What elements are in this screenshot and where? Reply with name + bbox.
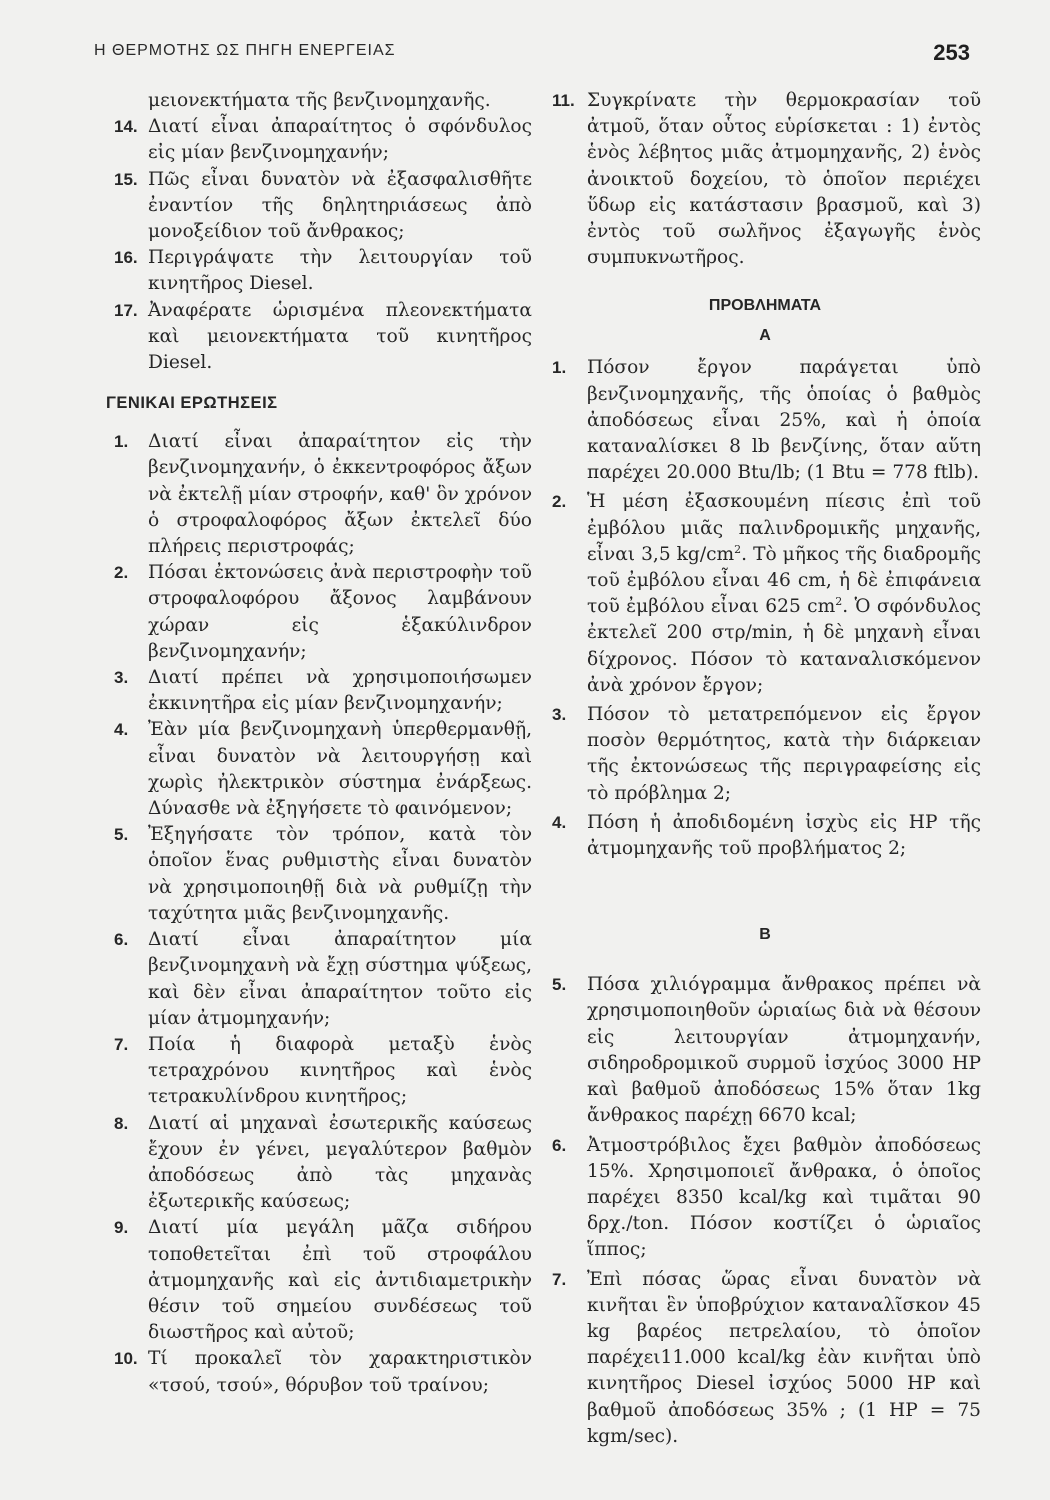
problem-item — [549, 702, 981, 807]
problems-heading: ΠΡΟΒΛΗΜΑΤΑ — [708, 297, 822, 315]
question-number: 3. — [114, 668, 129, 688]
problem-text: Πόση ἡ ἀποδιδομένη ἰσχὺς εἰς HP τῆς ἀτμομηχανῆς τοῦ προβλήματος 2; — [587, 811, 981, 860]
problem-item — [549, 355, 981, 486]
question-number: 7. — [114, 1034, 129, 1054]
question-item — [96, 298, 532, 377]
question-text: Ἐὰν μία βενζινομηχανὴ ὑπερθερμανθῇ, εἶναι δυνατὸν νὰ λειτουργήσῃ καὶ χωρὶς ἠλεκτρικὸν σύστημα ἐνάρξεως. Δύνασθε νὰ ἐξηγήσετε τὸ φαινόμενον; — [148, 719, 532, 820]
problem-number: 5. — [552, 975, 567, 995]
superscript: 2 — [835, 595, 843, 609]
problem-item — [549, 810, 981, 862]
problem-number: 4. — [552, 812, 567, 832]
problem-item — [549, 1133, 981, 1264]
question-item — [96, 1111, 532, 1216]
question-text: Πόσαι ἐκτονώσεις ἀνὰ περιστροφὴν τοῦ στροφαλοφόρου ἄξονος λαμβάνουν χώραν εἰς ἑξακύλινδρον βενζινομηχανήν; — [148, 562, 532, 662]
question-item — [96, 429, 532, 560]
question-number: 16. — [114, 248, 138, 268]
subsection-a-heading: Α — [759, 327, 771, 345]
question-text: Ἀναφέρατε ὡρισμένα πλεονεκτήματα καὶ μειονεκτήματα τοῦ κινητῆρος Diesel. — [148, 299, 532, 374]
question-text: Διατί αἱ μηχαναὶ ἐσωτερικῆς καύσεως ἔχουν ἐν γένει, μεγαλύτερον βαθμὸν ἀποδόσεως ἀπὸ τὰς μηχανὰς ἐξωτερικῆς καύσεως; — [148, 1112, 532, 1213]
question-item — [96, 245, 532, 297]
question-text: Διατί εἶναι ἀπαραίτητον εἰς τὴν βενζινομηχανήν, ὁ ἐκκεντροφόρος ἄξων νὰ ἐκτελῇ μίαν στροφήν, καθ' ὃν χρόνον ὁ στροφαλοφόρος ἄξων ἐκτελεῖ δύο πλήρεις περιστροφάς; — [148, 431, 532, 558]
subsection-b-heading: Β — [759, 926, 771, 944]
question-text: Διατί πρέπει νὰ χρησιμοποιήσωμεν ἐκκινητῆρα εἰς μίαν βενζινομηχανήν; — [148, 667, 532, 715]
question-item — [96, 560, 532, 665]
question-item — [96, 1032, 532, 1111]
problem-number: 6. — [552, 1135, 567, 1155]
problem-item — [549, 1267, 981, 1450]
question-text: Πῶς εἶναι δυνατὸν νὰ ἐξασφαλισθῆτε ἐναντίον τῆς δηλητηριάσεως ἀπὸ μονοξείδιον τοῦ ἄνθρακος; — [148, 168, 532, 243]
left-column — [96, 88, 532, 1399]
problem-text-part: . Ὁ σφόνδυλος ἐκτελεῖ 200 στρ/min, ἡ δὲ μηχανὴ εἶναι δίχρονος. Πόσον τὸ καταναλισκόμενον ἀνὰ χρόνον ἔργον; — [587, 596, 981, 696]
question-number: 6. — [114, 930, 129, 950]
question-item — [96, 822, 532, 927]
problem-text: Πόσον τὸ μετατρεπόμενον εἰς ἔργον ποσὸν θερμότητος, κατὰ τὴν διάρκειαν τῆς ἐκτονώσεως τῆς περιγραφείσης εἰς τὸ πρόβλημα 2; — [587, 704, 981, 804]
question-item — [96, 1215, 532, 1346]
continuation-text — [96, 88, 532, 114]
question-number: 17. — [114, 300, 138, 320]
question-text: Συγκρίνατε τὴν θερμοκρασίαν τοῦ ἀτμοῦ, ὅταν οὗτος εὑρίσκεται : 1) ἐντὸς ἑνὸς λέβητος μιᾶς ἀτμομηχανῆς, 2) ἑνὸς ἀνοικτοῦ δοχείου, τὸ ὁποῖον περιέχει ὕδωρ εἰς κατάστασιν βρασμοῦ, καὶ 3) ἐντὸς τοῦ σωλῆνος ἐξαγωγῆς ἑνὸς συμπυκνωτῆρος. — [587, 90, 981, 269]
question-number: 11. — [552, 91, 575, 110]
running-head: Η ΘΕΡΜΟΤΗΣ ΩΣ ΠΗΓΗ ΕΝΕΡΓΕΙΑΣ — [94, 42, 396, 59]
question-number: 1. — [114, 432, 129, 452]
question-item — [96, 114, 532, 166]
question-number: 2. — [114, 563, 129, 583]
question-text: Διατί μία μεγάλη μᾶζα σιδήρου τοποθετεῖται ἐπὶ τοῦ στροφάλου ἀτμομηχανῆς καὶ εἰς ἀντιδιαμετρικὴν θέσιν τοῦ σημείου συνδέσεως τοῦ διωστῆρος καὶ αὐτοῦ; — [148, 1217, 532, 1344]
question-item — [96, 927, 532, 1032]
question-text: Ποία ἡ διαφορὰ μεταξὺ ἑνὸς τετραχρόνου κινητῆρος καὶ ἑνὸς τετρακυλίνδρου κινητῆρος; — [148, 1033, 532, 1108]
problem-item — [549, 972, 981, 1129]
problem-text-part: Ἡ μέση ἐξασκουμένη πίεσις ἐπὶ τοῦ ἐμβόλου μιᾶς παλινδρομικῆς μηχανῆς, εἶναι 3,5 kg/cm — [587, 491, 981, 565]
page-number: 253 — [933, 40, 970, 65]
question-text: Διατί εἶναι ἀπαραίτητον μία βενζινομηχανὴ νὰ ἔχῃ σύστημα ψύξεως, καὶ δὲν εἶναι ἀπαραίτητον τοῦτο εἰς μίαν ἀτμομηχανήν; — [148, 929, 532, 1029]
question-item — [96, 167, 532, 246]
question-item — [96, 665, 532, 717]
question-item — [549, 88, 981, 271]
problem-number: 2. — [552, 492, 567, 512]
general-questions-heading: ΓΕΝΙΚΑΙ ΕΡΩΤΗΣΕΙΣ — [106, 394, 278, 413]
question-text: Τί προκαλεῖ τὸν χαρακτηριστικὸν «τσού, τσού», θόρυβον τοῦ τραίνου; — [148, 1348, 532, 1396]
continuation-label: μειονεκτήματα τῆς βενζινομηχανῆς. — [148, 90, 491, 111]
problem-text: Πόσον ἔργον παράγεται ὑπὸ βενζινομηχανῆς, τῆς ὁποίας ὁ βαθμὸς ἀποδόσεως εἶναι 25%, καὶ ἡ ὁποία καταναλίσκει 8 lb βενζίνης, ὅταν αὕτη παρέχει 20.000 Btu/lb; (1 Btu = 778 ftlb). — [587, 357, 981, 484]
question-number: 5. — [114, 825, 129, 845]
problem-number: 3. — [552, 705, 567, 725]
problem-text-part: . Τὸ μῆκος τῆς διαδρομῆς τοῦ ἐμβόλου εἶναι 46 cm, ἡ δὲ ἐπιφάνεια τοῦ ἐμβόλου εἶναι 625 cm — [587, 543, 981, 618]
problem-text: Ἀτμοστρόβιλος ἔχει βαθμὸν ἀποδόσεως 15%. Χρησιμοποιεῖ ἄνθρακα, ὁ ὁποῖος παρέχει 8350 kcal/kg καὶ τιμᾶται 90 δρχ./ton. Πόσον κοστίζει ὁ ὡριαῖος ἵππος; — [587, 1134, 981, 1261]
question-text: Διατί εἶναι ἀπαραίτητος ὁ σφόνδυλος εἰς μίαν βενζινομηχανήν; — [148, 116, 532, 164]
superscript: 2 — [734, 542, 742, 556]
question-number: 15. — [114, 169, 138, 189]
problem-number: 7. — [552, 1269, 567, 1289]
question-item — [96, 1346, 532, 1398]
right-column — [549, 88, 981, 1450]
problem-item — [549, 489, 981, 699]
question-number: 9. — [114, 1218, 129, 1238]
question-number: 14. — [114, 117, 138, 137]
question-text: Ἐξηγήσατε τὸν τρόπον, κατὰ τὸν ὁποῖον ἕνας ρυθμιστὴς εἶναι δυνατὸν νὰ χρησιμοποιηθῇ διὰ νὰ ρυθμίζῃ τὴν ταχύτητα μιᾶς βενζινομηχανῆς. — [148, 824, 532, 924]
question-number: 10. — [114, 1349, 138, 1369]
problem-text: Ἐπὶ πόσας ὥρας εἶναι δυνατὸν νὰ κινῆται ἓν ὑποβρύχιον καταναλῖσκον 45 kg βαρέος πετρελαίου, τὸ ὁποῖον παρέχει11.000 kcal/kg ἐὰν κινῆται ὑπὸ κινητῆρος Diesel ἰσχύος 5000 HP καὶ βαθμοῦ ἀποδόσεως 35% ; (1 HP = 75 kgm/sec). — [587, 1268, 981, 1447]
question-number: 4. — [114, 720, 129, 740]
problem-text: Πόσα χιλιόγραμμα ἄνθρακος πρέπει νὰ χρησιμοποιηθοῦν ὡριαίως διὰ νὰ θέσουν εἰς λειτουργίαν ἀτμομηχανήν, σιδηροδρομικοῦ συρμοῦ ἰσχύος 3000 HP καὶ βαθμοῦ ἀποδόσεως 15% ὅταν 1kg ἄνθρακος παρέχῃ 6670 kcal; — [587, 974, 981, 1127]
question-number: 8. — [114, 1113, 129, 1133]
question-text: Περιγράψατε τὴν λειτουργίαν τοῦ κινητῆρος Diesel. — [148, 247, 532, 295]
question-item — [96, 717, 532, 822]
problem-number: 1. — [552, 358, 567, 378]
